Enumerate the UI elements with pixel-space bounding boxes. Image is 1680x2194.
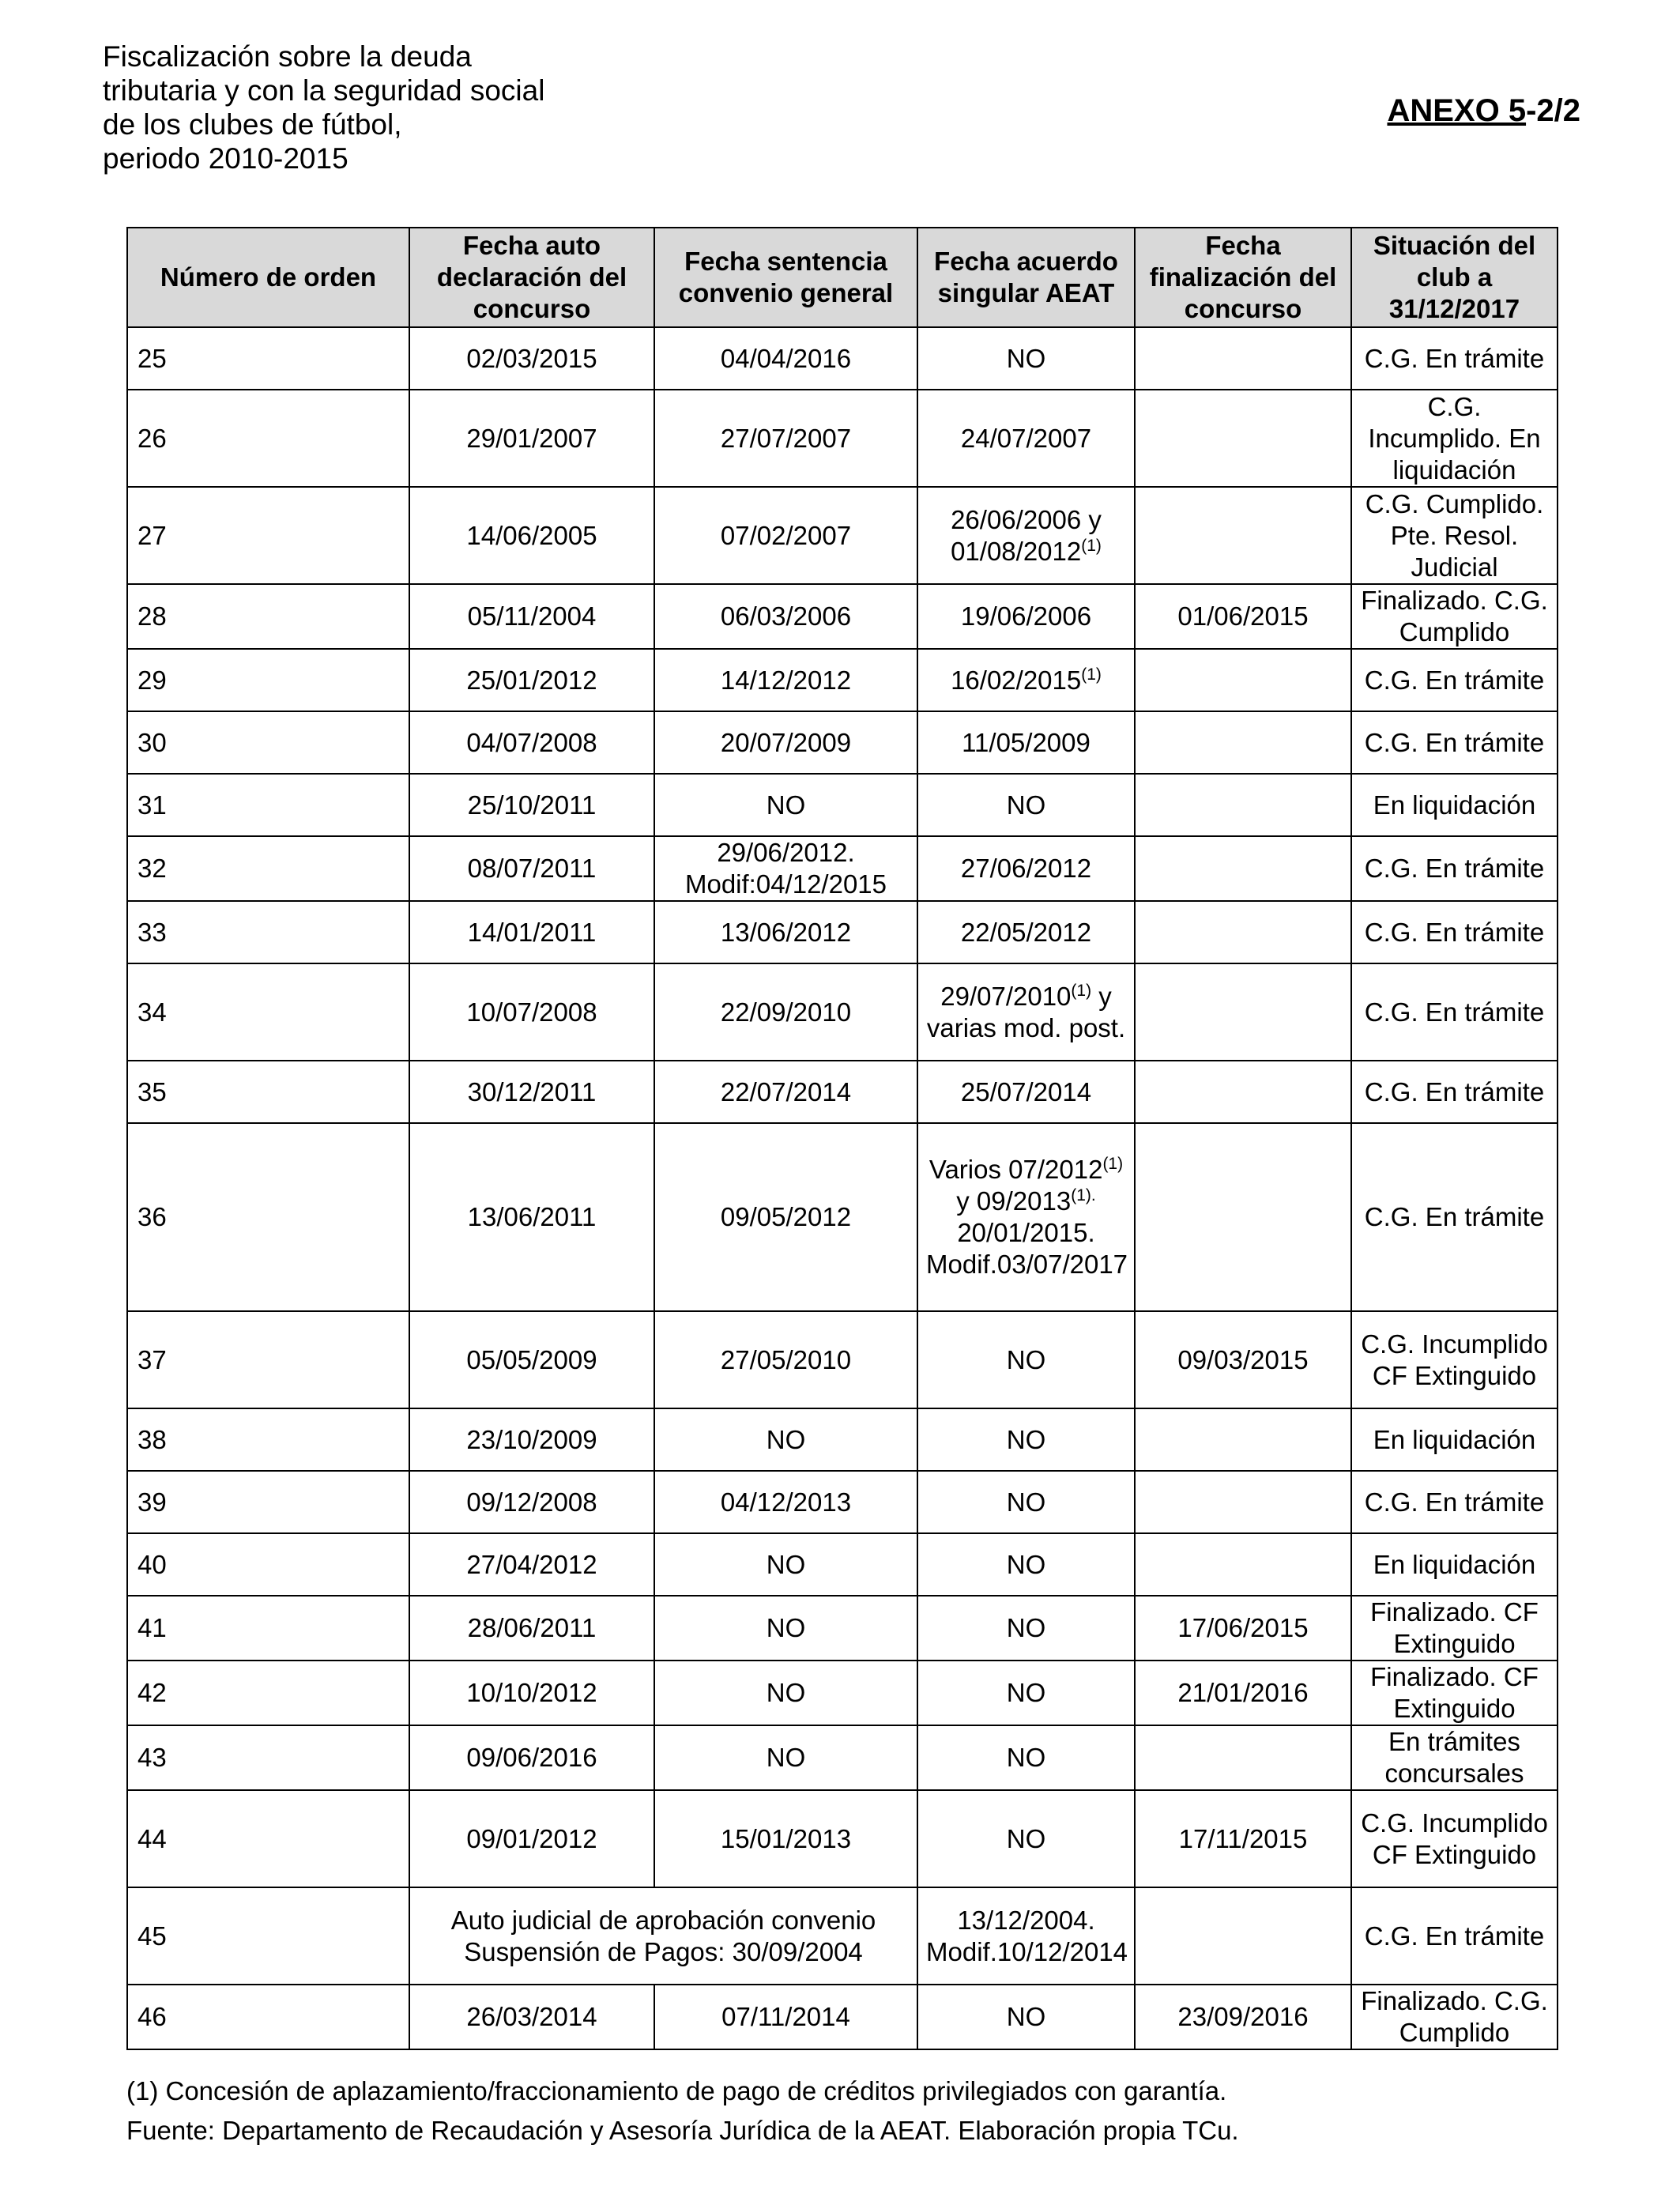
cell-situacion: En trámites concursales bbox=[1351, 1725, 1558, 1790]
table-row bbox=[127, 1596, 1558, 1661]
cell-numero-orden: 37 bbox=[127, 1311, 409, 1408]
annex-label bbox=[1387, 93, 1580, 129]
cell-situacion: C.G. Cumplido. Pte. Resol. Judicial bbox=[1351, 487, 1558, 584]
table-row bbox=[127, 774, 1558, 836]
cell-situacion: C.G. En trámite bbox=[1351, 963, 1558, 1061]
cell-situacion: C.G. En trámite bbox=[1351, 1061, 1558, 1123]
cell-fecha-finalizacion bbox=[1135, 1061, 1351, 1123]
table-row bbox=[127, 327, 1558, 390]
cell-fecha-acuerdo bbox=[917, 1471, 1135, 1533]
cell-fecha-auto: 02/03/2015 bbox=[409, 327, 654, 390]
cell-fecha-sentencia: NO bbox=[654, 1725, 917, 1790]
cell-fecha-auto: 09/01/2012 bbox=[409, 1790, 654, 1887]
cell-numero-orden: 44 bbox=[127, 1790, 409, 1887]
cell-fecha-finalizacion: 01/06/2015 bbox=[1135, 584, 1351, 649]
cell-numero-orden: 42 bbox=[127, 1661, 409, 1725]
cell-fecha-finalizacion: 17/11/2015 bbox=[1135, 1790, 1351, 1887]
cell-text: NO bbox=[1006, 1344, 1046, 1374]
cell-fecha-auto: 10/10/2012 bbox=[409, 1661, 654, 1725]
annex-prefix: ANEXO 5 bbox=[1387, 93, 1527, 128]
footnote-ref: (1) bbox=[1071, 981, 1092, 1000]
cell-fecha-sentencia: 07/02/2007 bbox=[654, 487, 917, 584]
cell-fecha-finalizacion bbox=[1135, 1725, 1351, 1790]
cell-numero-orden: 31 bbox=[127, 774, 409, 836]
cell-numero-orden: 33 bbox=[127, 901, 409, 963]
cell-text: 27/06/2012 bbox=[960, 854, 1092, 883]
cell-fecha-finalizacion bbox=[1135, 1123, 1351, 1311]
cell-fecha-finalizacion: 23/09/2016 bbox=[1135, 1985, 1351, 2049]
table-row bbox=[127, 1408, 1558, 1471]
cell-fecha-acuerdo bbox=[917, 1123, 1135, 1311]
cell-fecha-auto: 05/05/2009 bbox=[409, 1311, 654, 1408]
column-header: Fecha acuerdo singular AEAT bbox=[917, 228, 1135, 327]
cell-text: NO bbox=[1006, 343, 1046, 373]
cell-text: 11/05/2009 bbox=[962, 727, 1090, 757]
cell-fecha-acuerdo bbox=[917, 901, 1135, 963]
cell-fecha-acuerdo bbox=[917, 963, 1135, 1061]
cell-text: 25/07/2014 bbox=[960, 1076, 1092, 1106]
cell-fecha-auto: 08/07/2011 bbox=[409, 836, 654, 901]
cell-situacion: C.G. En trámite bbox=[1351, 711, 1558, 774]
table-body bbox=[127, 327, 1558, 2049]
footnote-ref: (1) bbox=[1081, 665, 1102, 684]
cell-fecha-auto: 14/06/2005 bbox=[409, 487, 654, 584]
cell-fecha-sentencia: 06/03/2006 bbox=[654, 584, 917, 649]
cell-fecha-finalizacion bbox=[1135, 1533, 1351, 1596]
cell-numero-orden: 39 bbox=[127, 1471, 409, 1533]
cell-situacion: Finalizado. CF Extinguido bbox=[1351, 1661, 1558, 1725]
cell-text: 13/12/2004. Modif.10/12/2014 bbox=[926, 1905, 1128, 1966]
table-row bbox=[127, 1725, 1558, 1790]
table-row bbox=[127, 1790, 1558, 1887]
cell-numero-orden: 30 bbox=[127, 711, 409, 774]
cell-fecha-auto: 04/07/2008 bbox=[409, 711, 654, 774]
cell-numero-orden: 29 bbox=[127, 649, 409, 711]
cell-text: NO bbox=[1006, 1823, 1046, 1853]
cell-numero-orden: 25 bbox=[127, 327, 409, 390]
table-row bbox=[127, 1887, 1558, 1985]
cell-fecha-finalizacion bbox=[1135, 711, 1351, 774]
cell-text: NO bbox=[1006, 1678, 1046, 1707]
table-row bbox=[127, 836, 1558, 901]
cell-text: Varios 07/2012 bbox=[929, 1155, 1103, 1184]
cell-fecha-finalizacion bbox=[1135, 390, 1351, 487]
cell-situacion: En liquidación bbox=[1351, 1408, 1558, 1471]
cell-fecha-sentencia: 27/05/2010 bbox=[654, 1311, 917, 1408]
cell-fecha-auto: 14/01/2011 bbox=[409, 901, 654, 963]
document-header-title: Fiscalización sobre la deuda tributaria y con la seguridad social de los clubes de fútbol, periodo 2010-2015 bbox=[103, 40, 545, 175]
cell-fecha-finalizacion bbox=[1135, 901, 1351, 963]
cell-fecha-sentencia: NO bbox=[654, 1661, 917, 1725]
cell-text: NO bbox=[1006, 1424, 1046, 1454]
cell-fecha-acuerdo bbox=[917, 1790, 1135, 1887]
cell-situacion: C.G. En trámite bbox=[1351, 1887, 1558, 1985]
cell-fecha-sentencia: 14/12/2012 bbox=[654, 649, 917, 711]
cell-fecha-sentencia: 07/11/2014 bbox=[654, 1985, 917, 2049]
cell-fecha-acuerdo bbox=[917, 836, 1135, 901]
cell-fecha-acuerdo bbox=[917, 1725, 1135, 1790]
cell-fecha-sentencia: NO bbox=[654, 1596, 917, 1661]
cell-fecha-finalizacion bbox=[1135, 1887, 1351, 1985]
column-header: Fecha finalización del concurso bbox=[1135, 228, 1351, 327]
cell-text: y varias mod. post. bbox=[926, 981, 1126, 1042]
cell-situacion: En liquidación bbox=[1351, 1533, 1558, 1596]
table-row bbox=[127, 487, 1558, 584]
cell-fecha-auto: 25/01/2012 bbox=[409, 649, 654, 711]
cell-fecha-finalizacion bbox=[1135, 836, 1351, 901]
cell-text: 20/01/2015. Modif.03/07/2017 bbox=[926, 1218, 1128, 1279]
table-row bbox=[127, 1311, 1558, 1408]
cell-fecha-auto: 23/10/2009 bbox=[409, 1408, 654, 1471]
source-note: Fuente: Departamento de Recaudación y Asesoría Jurídica de la AEAT. Elaboración propia TCu. bbox=[126, 2116, 1239, 2145]
cell-fecha-auto: 30/12/2011 bbox=[409, 1061, 654, 1123]
cell-fecha-auto: 05/11/2004 bbox=[409, 584, 654, 649]
cell-fecha-sentencia: NO bbox=[654, 774, 917, 836]
cell-numero-orden: 36 bbox=[127, 1123, 409, 1311]
table-header-row bbox=[127, 228, 1558, 327]
cell-text: NO bbox=[1006, 1549, 1046, 1579]
cell-numero-orden: 27 bbox=[127, 487, 409, 584]
cell-numero-orden: 46 bbox=[127, 1985, 409, 2049]
table-row bbox=[127, 1985, 1558, 2049]
cell-fecha-auto: 28/06/2011 bbox=[409, 1596, 654, 1661]
cell-fecha-acuerdo bbox=[917, 774, 1135, 836]
table-row bbox=[127, 963, 1558, 1061]
cell-numero-orden: 41 bbox=[127, 1596, 409, 1661]
cell-situacion: C.G. Incumplido. En liquidación bbox=[1351, 390, 1558, 487]
footnote-ref: (1) bbox=[1102, 1155, 1124, 1173]
annex-suffix: -2/2 bbox=[1526, 93, 1580, 128]
cell-fecha-sentencia: 04/12/2013 bbox=[654, 1471, 917, 1533]
cell-fecha-acuerdo bbox=[917, 487, 1135, 584]
cell-text: 29/07/2010 bbox=[940, 981, 1072, 1011]
cell-fecha-sentencia: 09/05/2012 bbox=[654, 1123, 917, 1311]
cell-fecha-finalizacion: 21/01/2016 bbox=[1135, 1661, 1351, 1725]
cell-text: y 09/2013 bbox=[956, 1186, 1072, 1216]
cell-fecha-sentencia: 22/07/2014 bbox=[654, 1061, 917, 1123]
table-row bbox=[127, 649, 1558, 711]
cell-situacion: C.G. En trámite bbox=[1351, 327, 1558, 390]
cell-fecha-acuerdo bbox=[917, 1887, 1135, 1985]
cell-situacion: Finalizado. C.G. Cumplido bbox=[1351, 584, 1558, 649]
cell-fecha-sentencia: 15/01/2013 bbox=[654, 1790, 917, 1887]
cell-text: 22/05/2012 bbox=[960, 917, 1092, 947]
cell-text: NO bbox=[1006, 790, 1046, 820]
cell-situacion: C.G. En trámite bbox=[1351, 1471, 1558, 1533]
cell-fecha-acuerdo bbox=[917, 327, 1135, 390]
table-row bbox=[127, 901, 1558, 963]
footnote-ref: (1) bbox=[1081, 536, 1102, 555]
cell-fecha-sentencia: 29/06/2012. Modif:04/12/2015 bbox=[654, 836, 917, 901]
clubs-insolvency-table bbox=[126, 227, 1558, 2050]
cell-merged-auto: Auto judicial de aprobación convenio Suspensión de Pagos: 30/09/2004 bbox=[409, 1887, 917, 1985]
cell-fecha-finalizacion bbox=[1135, 774, 1351, 836]
cell-situacion: En liquidación bbox=[1351, 774, 1558, 836]
cell-text: 19/06/2006 bbox=[960, 601, 1092, 631]
cell-fecha-acuerdo bbox=[917, 1661, 1135, 1725]
cell-fecha-acuerdo bbox=[917, 1061, 1135, 1123]
table-row bbox=[127, 584, 1558, 649]
cell-numero-orden: 45 bbox=[127, 1887, 409, 1985]
column-header: Número de orden bbox=[127, 228, 409, 327]
cell-text: NO bbox=[1006, 2002, 1046, 2031]
cell-fecha-sentencia: NO bbox=[654, 1533, 917, 1596]
cell-text: 24/07/2007 bbox=[960, 423, 1092, 453]
cell-fecha-acuerdo bbox=[917, 1596, 1135, 1661]
cell-numero-orden: 32 bbox=[127, 836, 409, 901]
cell-numero-orden: 43 bbox=[127, 1725, 409, 1790]
table-row bbox=[127, 1061, 1558, 1123]
cell-numero-orden: 26 bbox=[127, 390, 409, 487]
cell-fecha-finalizacion: 09/03/2015 bbox=[1135, 1311, 1351, 1408]
cell-fecha-acuerdo bbox=[917, 584, 1135, 649]
table-row bbox=[127, 1471, 1558, 1533]
column-header: Fecha auto declaración del concurso bbox=[409, 228, 654, 327]
cell-situacion: Finalizado. C.G. Cumplido bbox=[1351, 1985, 1558, 2049]
cell-fecha-sentencia: 27/07/2007 bbox=[654, 390, 917, 487]
table-row bbox=[127, 711, 1558, 774]
cell-fecha-sentencia: NO bbox=[654, 1408, 917, 1471]
cell-situacion: C.G. En trámite bbox=[1351, 649, 1558, 711]
cell-fecha-acuerdo bbox=[917, 390, 1135, 487]
cell-situacion: C.G. Incumplido CF Extinguido bbox=[1351, 1790, 1558, 1887]
cell-fecha-auto: 10/07/2008 bbox=[409, 963, 654, 1061]
cell-text: NO bbox=[1006, 1613, 1046, 1642]
cell-fecha-acuerdo bbox=[917, 1311, 1135, 1408]
cell-situacion: C.G. En trámite bbox=[1351, 836, 1558, 901]
cell-fecha-sentencia: 20/07/2009 bbox=[654, 711, 917, 774]
cell-numero-orden: 38 bbox=[127, 1408, 409, 1471]
cell-fecha-auto: 13/06/2011 bbox=[409, 1123, 654, 1311]
cell-text: NO bbox=[1006, 1487, 1046, 1517]
cell-fecha-auto: 25/10/2011 bbox=[409, 774, 654, 836]
cell-fecha-acuerdo bbox=[917, 1408, 1135, 1471]
cell-numero-orden: 35 bbox=[127, 1061, 409, 1123]
cell-fecha-finalizacion bbox=[1135, 1408, 1351, 1471]
table-row bbox=[127, 1533, 1558, 1596]
cell-situacion: C.G. Incumplido CF Extinguido bbox=[1351, 1311, 1558, 1408]
cell-numero-orden: 40 bbox=[127, 1533, 409, 1596]
footnote: (1) Concesión de aplazamiento/fraccionamiento de pago de créditos privilegiados con garantía. bbox=[126, 2076, 1227, 2105]
cell-fecha-auto: 29/01/2007 bbox=[409, 390, 654, 487]
column-header: Situación del club a 31/12/2017 bbox=[1351, 228, 1558, 327]
cell-fecha-finalizacion bbox=[1135, 1471, 1351, 1533]
cell-numero-orden: 28 bbox=[127, 584, 409, 649]
footnote-ref: (1). bbox=[1071, 1186, 1096, 1204]
cell-fecha-acuerdo bbox=[917, 1985, 1135, 2049]
cell-fecha-auto: 26/03/2014 bbox=[409, 1985, 654, 2049]
cell-fecha-finalizacion bbox=[1135, 963, 1351, 1061]
cell-text: 16/02/2015 bbox=[951, 665, 1082, 695]
table-row bbox=[127, 1661, 1558, 1725]
cell-fecha-auto: 09/06/2016 bbox=[409, 1725, 654, 1790]
table-row bbox=[127, 390, 1558, 487]
cell-fecha-acuerdo bbox=[917, 649, 1135, 711]
cell-fecha-auto: 27/04/2012 bbox=[409, 1533, 654, 1596]
cell-fecha-sentencia: 13/06/2012 bbox=[654, 901, 917, 963]
cell-fecha-finalizacion bbox=[1135, 649, 1351, 711]
cell-fecha-finalizacion bbox=[1135, 487, 1351, 584]
cell-fecha-finalizacion bbox=[1135, 327, 1351, 390]
cell-fecha-sentencia: 22/09/2010 bbox=[654, 963, 917, 1061]
cell-fecha-acuerdo bbox=[917, 1533, 1135, 1596]
cell-situacion: Finalizado. CF Extinguido bbox=[1351, 1596, 1558, 1661]
cell-situacion: C.G. En trámite bbox=[1351, 1123, 1558, 1311]
cell-fecha-finalizacion: 17/06/2015 bbox=[1135, 1596, 1351, 1661]
cell-fecha-sentencia: 04/04/2016 bbox=[654, 327, 917, 390]
cell-fecha-auto: 09/12/2008 bbox=[409, 1471, 654, 1533]
cell-text: NO bbox=[1006, 1743, 1046, 1772]
cell-fecha-acuerdo bbox=[917, 711, 1135, 774]
cell-numero-orden: 34 bbox=[127, 963, 409, 1061]
column-header: Fecha sentencia convenio general bbox=[654, 228, 917, 327]
cell-text: 26/06/2006 y 01/08/2012 bbox=[951, 504, 1102, 566]
table-row bbox=[127, 1123, 1558, 1311]
cell-situacion: C.G. En trámite bbox=[1351, 901, 1558, 963]
